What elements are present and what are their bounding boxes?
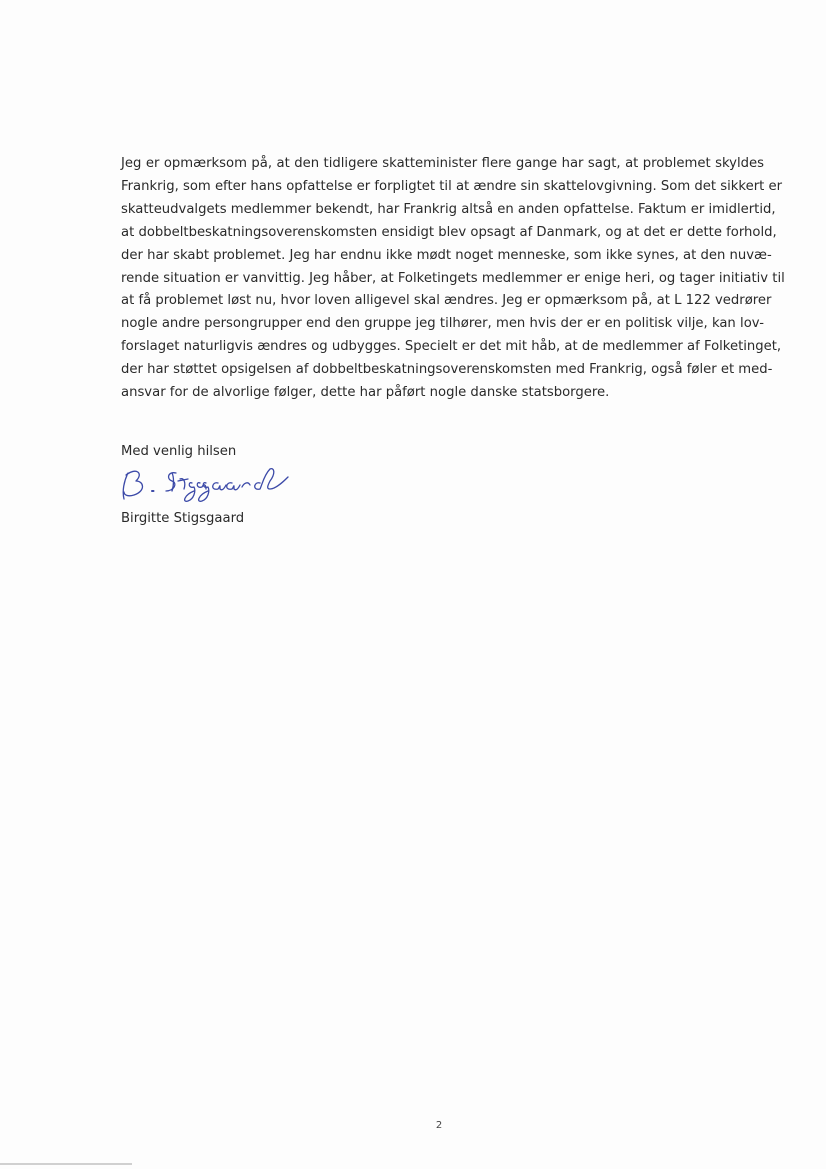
body-line: ansvar for de alvorlige følger, dette har påført nogle danske statsborgere. xyxy=(121,385,610,401)
body-line: at få problemet løst nu, hvor loven alligevel skal ændres. Jeg er opmærksom på, at L 122 vedrører xyxy=(121,293,772,309)
letter-body xyxy=(121,153,785,405)
closing-salutation: Med venlig hilsen xyxy=(121,444,237,459)
body-line: forslaget naturligvis ændres og udbygges. Specielt er det mit håb, at de medlemmer af Folketinget, xyxy=(121,339,782,355)
body-line: der har støttet opsigelsen af dobbeltbeskatningsoverenskomsten med Frankrig, også føler et med- xyxy=(121,362,773,378)
handwritten-signature xyxy=(114,461,294,505)
body-line: Jeg er opmærksom på, at den tidligere skatteminister flere gange har sagt, at problemet skyldes xyxy=(121,156,764,171)
page-number: 2 xyxy=(435,1120,443,1131)
body-line: Frankrig, som efter hans opfattelse er forpligtet til at ændre sin skattelovgivning. Som det sikkert er xyxy=(121,178,783,194)
body-line: at dobbeltbeskatningsoverenskomsten ensidigt blev opsagt af Danmark, og at det er dette forhold, xyxy=(121,224,777,240)
scan-edge-mark xyxy=(0,1163,132,1165)
body-line: skatteudvalgets medlemmer bekendt, har Frankrig altså en anden opfattelse. Faktum er imidlertid, xyxy=(121,201,776,217)
body-line: der har skabt problemet. Jeg har endnu ikke mødt noget menneske, som ikke synes, at den nuvæ- xyxy=(121,247,772,263)
body-line: nogle andre persongrupper end den gruppe jeg tilhører, men hvis der er en politisk vilje, kan lov- xyxy=(121,316,764,332)
signer-name: Birgitte Stigsgaard xyxy=(121,511,245,526)
body-line: rende situation er vanvittig. Jeg håber, at Folketingets medlemmer er enige heri, og tager initiativ til xyxy=(121,270,785,286)
